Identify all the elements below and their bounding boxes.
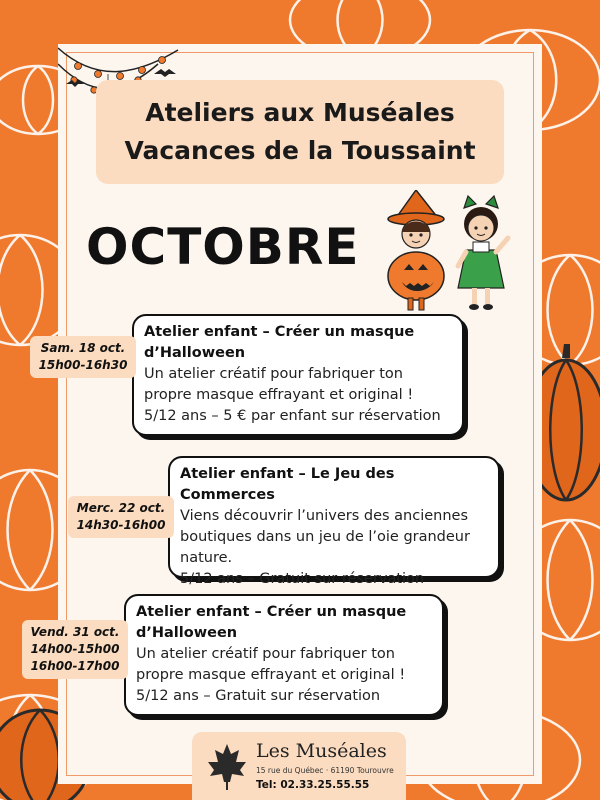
- event-date-tag-2: [68, 496, 174, 538]
- event-date: Sam. 18 oct.: [40, 341, 126, 355]
- event-description-line: propre masque effrayant et original !: [144, 387, 414, 403]
- event-date: Merc. 22 oct.: [76, 501, 166, 515]
- title-line-2: Vacances de la Toussaint: [124, 136, 476, 165]
- month-heading: OCTOBRE: [86, 218, 360, 276]
- event-description-line: nature.: [180, 550, 233, 566]
- event-price: 5/12 ans – Gratuit sur réservation: [180, 571, 425, 587]
- event-date: Vend. 31 oct.: [30, 625, 120, 639]
- phone-number: Tel: 02.33.25.55.55: [256, 779, 370, 791]
- event-time: 16h00-17h00: [30, 659, 120, 673]
- event-time: 14h00-15h00: [30, 642, 120, 656]
- title-line-1: Ateliers aux Muséales: [145, 98, 455, 127]
- maple-leaf-icon: [206, 740, 248, 792]
- halloween-kids-illustration: [386, 190, 516, 315]
- event-title-line: d’Halloween: [144, 345, 246, 361]
- event-card-3: [124, 594, 444, 716]
- address: 15 rue du Québec · 61190 Tourouvre: [256, 766, 394, 775]
- pumpkin-costume-kid-icon: [388, 190, 444, 310]
- event-description-line: Un atelier créatif pour fabriquer ton: [144, 366, 403, 382]
- event-description-line: Un atelier créatif pour fabriquer ton: [136, 646, 395, 662]
- event-date-tag-3: [22, 620, 128, 679]
- cat-costume-kid-icon: [458, 196, 508, 310]
- event-price: 5/12 ans – 5 € par enfant sur réservation: [144, 408, 441, 424]
- brand-name: Les Muséales: [256, 740, 387, 762]
- title-banner: [96, 80, 504, 184]
- event-description-line: Viens découvrir l’univers des anciennes: [180, 508, 469, 524]
- event-card-1: [132, 314, 464, 436]
- event-title-line: Atelier enfant – Le Jeu des Commerces: [180, 466, 395, 503]
- event-date-tag-1: [30, 336, 136, 378]
- bat-icon: [154, 69, 176, 77]
- event-time: 15h00-16h30: [38, 358, 128, 372]
- event-price: 5/12 ans – Gratuit sur réservation: [136, 688, 381, 704]
- event-description-line: boutiques dans un jeu de l’oie grandeur: [180, 529, 470, 545]
- event-description-line: propre masque effrayant et original !: [136, 667, 406, 683]
- event-title-line: d’Halloween: [136, 625, 238, 641]
- event-title-line: Atelier enfant – Créer un masque: [136, 604, 407, 620]
- event-card-2: [168, 456, 500, 587]
- event-time: 14h30-16h00: [76, 518, 166, 532]
- footer-contact-box: [192, 732, 406, 800]
- event-title-line: Atelier enfant – Créer un masque: [144, 324, 415, 340]
